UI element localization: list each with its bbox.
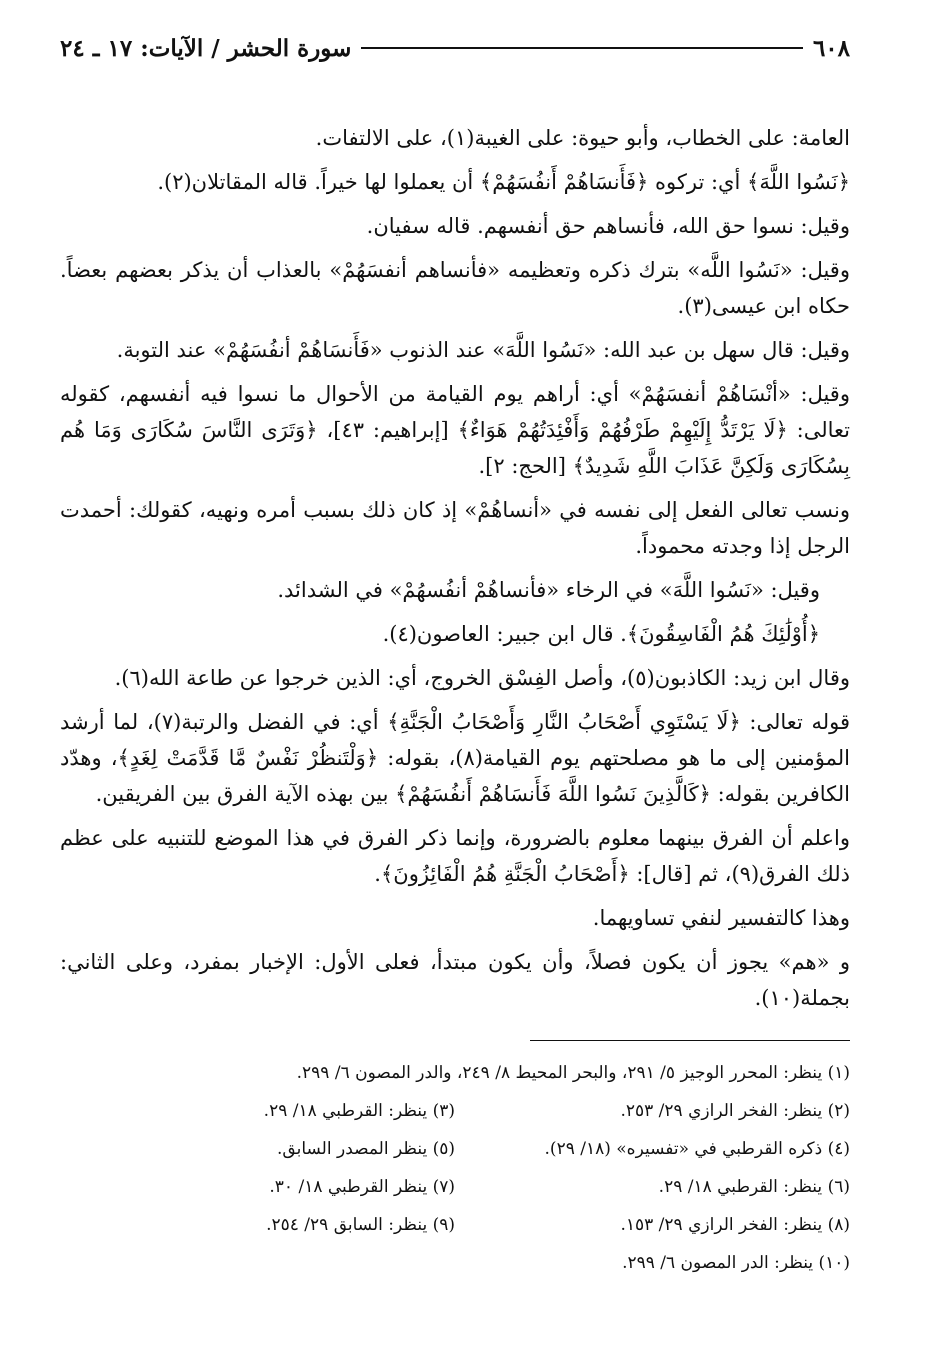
footnote: (١) ينظر: المحرر الوجيز ٥/ ٢٩١، والبحر المحيط ٨/ ٢٤٩، والدر المصون ٦/ ٢٩٩. bbox=[296, 1063, 850, 1083]
paragraph: وقيل: نسوا حق الله، فأنساهم حق أنفسهم. قاله سفيان. bbox=[366, 214, 850, 238]
paragraph: وقيل: «أنْسَاهُمْ أنفسَهُمْ» أي: أراهم يوم القيامة من الأحوال ما نسوا فيه أنفسهم، كقوله تعالى: ﴿لَا يَرْتَدُّ إِلَيْهِمْ طَرْفُهُمْ وَأَفْئِدَتُهُمْ هَوَاءٌ﴾ [إبراهيم: ٤٣]، ﴿وَتَرَى النَّاسَ سُكَارَى وَمَا هُم بِسُكَارَى وَلَكِنَّ عَذَابَ اللَّهِ شَدِيدٌ﴾ [الحج: ٢]. bbox=[60, 382, 851, 478]
paragraph: ونسب تعالى الفعل إلى نفسه في «أنساهُمْ» إذ كان ذلك بسبب أمره ونهيه، كقولك: أحمدت الرجل إذا وجدته محموداً. bbox=[60, 498, 850, 558]
footnote: (٦) ينظر: القرطبي ١٨/ ٢٩. bbox=[658, 1177, 850, 1197]
footnote: (٩) ينظر: السابق ٢٩/ ٢٥٤. bbox=[266, 1215, 455, 1235]
footnote-row bbox=[60, 1099, 850, 1123]
paragraph: ﴿نَسُوا اللَّهَ﴾ أي: تركوه ﴿فَأَنسَاهُمْ أَنفُسَهُمْ﴾ أن يعملوا لها خيراً. قاله المقاتلان(٢). bbox=[157, 170, 850, 194]
page-number: ٦٠٨ bbox=[812, 34, 850, 62]
footnote-row bbox=[60, 1213, 850, 1237]
paragraph: ﴿أُوْلَٰئِكَ هُمُ الْفَاسِقُونَ﴾. قال ابن جبير: العاصون(٤). bbox=[382, 622, 820, 646]
body-text bbox=[60, 120, 850, 1016]
paragraph: وقيل: «نَسُوا اللَّهَ» في الرخاء «فأنساهُمْ أنفُسهُمْ» في الشدائد. bbox=[277, 578, 820, 602]
footnote: (٣) ينظر: القرطبي ١٨/ ٢٩. bbox=[263, 1101, 455, 1121]
footnote: (١٠) ينظر: الدر المصون ٦/ ٢٩٩. bbox=[622, 1253, 850, 1273]
header-rule bbox=[361, 47, 802, 49]
paragraph: واعلم أن الفرق بينهما معلوم بالضرورة، وإنما ذكر الفرق في هذا الموضع للتنبيه على عظم ذلك الفرق(٩)، ثم [قال]: ﴿أَصْحَابُ الْجَنَّةِ هُمُ الْفَائِزُونَ﴾. bbox=[60, 826, 850, 886]
paragraph: وقال ابن زيد: الكاذبون(٥)، وأصل الفِسْق الخروج، أي: الذين خرجوا عن طاعة الله(٦). bbox=[114, 666, 850, 690]
paragraph: العامة: على الخطاب، وأبو حيوة: على الغيبة(١)، على الالتفات. bbox=[315, 126, 850, 150]
footnote-row bbox=[60, 1061, 850, 1085]
footnote: (٨) ينظر: الفخر الرازي ٢٩/ ١٥٣. bbox=[620, 1215, 850, 1235]
running-header bbox=[60, 28, 850, 68]
footnote-row bbox=[60, 1137, 850, 1161]
footnote-separator bbox=[530, 1040, 850, 1041]
paragraph: و «هم» يجوز أن يكون فصلاً، وأن يكون مبتدأ، فعلى الأول: الإخبار بمفرد، وعلى الثاني: بجملة(١٠). bbox=[60, 950, 850, 1010]
footnote: (٥) ينظر المصدر السابق. bbox=[277, 1139, 455, 1159]
paragraph: قوله تعالى: ﴿لَا يَسْتَوِي أَصْحَابُ النَّارِ وَأَصْحَابُ الْجَنَّةِ﴾ أي: في الفضل والرتبة(٧)، لما أرشد المؤمنين إلى ما هو مصلحتهم يوم القيامة(٨)، بقوله: ﴿وَلْتَنظُرْ نَفْسٌ مَّا قَدَّمَتْ لِغَدٍ﴾، وهدّد الكافرين بقوله: ﴿كَالَّذِينَ نَسُوا اللَّهَ فَأَنسَاهُمْ أَنفُسَهُمْ﴾ بين بهذه الآية الفرق بين الفريقين. bbox=[60, 710, 850, 806]
page bbox=[60, 28, 850, 1289]
paragraph: وقيل: «نَسُوا اللَّه» بترك ذكره وتعظيمه «فأنساهم أنفسَهُمْ» بالعذاب أن يذكر بعضهم بعضاً. حكاه ابن عيسى(٣). bbox=[60, 258, 850, 318]
footnotes bbox=[60, 1061, 850, 1275]
footnote: (٧) ينظر القرطبي ١٨/ ٣٠. bbox=[269, 1177, 455, 1197]
running-title: سورة الحشر / الآيات: ١٧ ـ ٢٤ bbox=[60, 34, 352, 62]
footnote-row bbox=[60, 1251, 850, 1275]
footnote: (٤) ذكره القرطبي في «تفسيره» (١٨/ ٢٩). bbox=[544, 1139, 850, 1159]
paragraph: وهذا كالتفسير لنفي تساويهما. bbox=[592, 906, 850, 930]
paragraph: وقيل: قال سهل بن عبد الله: «نَسُوا اللَّهَ» عند الذنوب «فَأَنسَاهُمْ أنفُسَهُمْ» عند التوبة. bbox=[116, 338, 850, 362]
footnote-row bbox=[60, 1175, 850, 1199]
footnote: (٢) ينظر: الفخر الرازي ٢٩/ ٢٥٣. bbox=[620, 1101, 850, 1121]
